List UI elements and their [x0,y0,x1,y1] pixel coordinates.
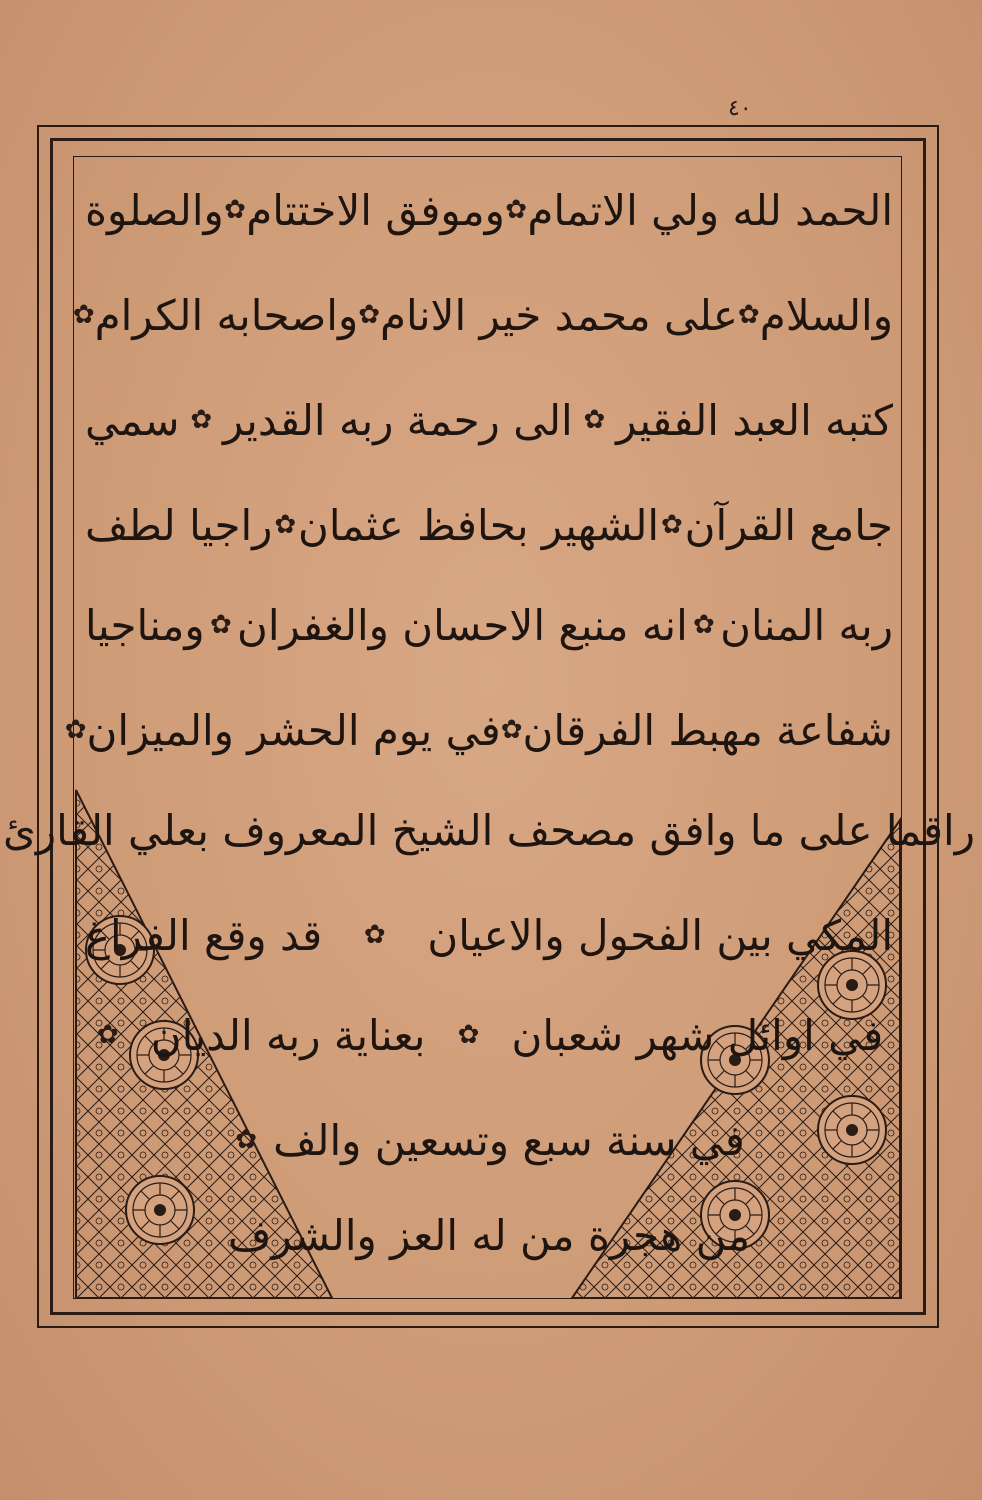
colophon-line-3: كتبه العبد الفقير ✿ الى رحمة ربه القدير ✿ سمي [85,395,893,445]
rosette-icon: ✿ [660,510,683,540]
rosette-icon: ✿ [190,405,213,435]
rosette-icon: ✿ [693,610,715,640]
rosette-icon: ✿ [274,510,297,540]
colophon-line-8: المكي بين الفحول والاعيان ✿ قد وقع الفراغ [85,910,893,960]
rosette-icon: ✿ [363,920,386,950]
colophon-line-9: في اوائل شهر شعبان ✿ بعناية ربه الديان ✿ [85,990,893,1080]
rosette-icon: ✿ [358,300,381,330]
rosette-icon: ✿ [457,1020,480,1050]
rosette-icon: ✿ [64,715,87,745]
rosette-icon: ✿ [737,300,760,330]
colophon-line-10: في سنة سبع وتسعين والف ✿ [85,1095,893,1185]
colophon-line-5: ربه المنان ✿ انه منبع الاحسان والغفران ✿ ومناجيا [85,600,893,650]
rosette-icon: ✿ [235,1125,258,1155]
rosette-icon: ✿ [500,715,523,745]
page-number: ٤٠ [728,96,752,121]
colophon-line-2: والسلام ✿ على محمد خير الانام ✿ واصحابه الكرام ✿ [72,290,893,340]
colophon-line-7: راقما على ما وافق مصحف الشيخ المعروف بعلي القارئ [3,805,975,855]
rosette-icon: ✿ [209,610,232,640]
rosette-icon: ✿ [72,300,95,330]
colophon-line-11: من هجرة من له العز والشرف [227,1210,751,1260]
colophon-line-1: الحمد لله ولي الاتمام ✿ وموفق الاختتام ✿ والصلوة [85,185,893,235]
colophon-line-4: جامع القرآن ✿ الشهير بحافظ عثمان ✿ راجيا لطف [85,500,893,550]
colophon-line-6: شفاعة مهبط الفرقان ✿ في يوم الحشر والميزان ✿ [64,705,893,755]
rosette-icon: ✿ [96,1020,119,1050]
rosette-icon: ✿ [505,195,528,225]
rosette-icon: ✿ [224,195,246,225]
rosette-icon: ✿ [583,405,606,435]
